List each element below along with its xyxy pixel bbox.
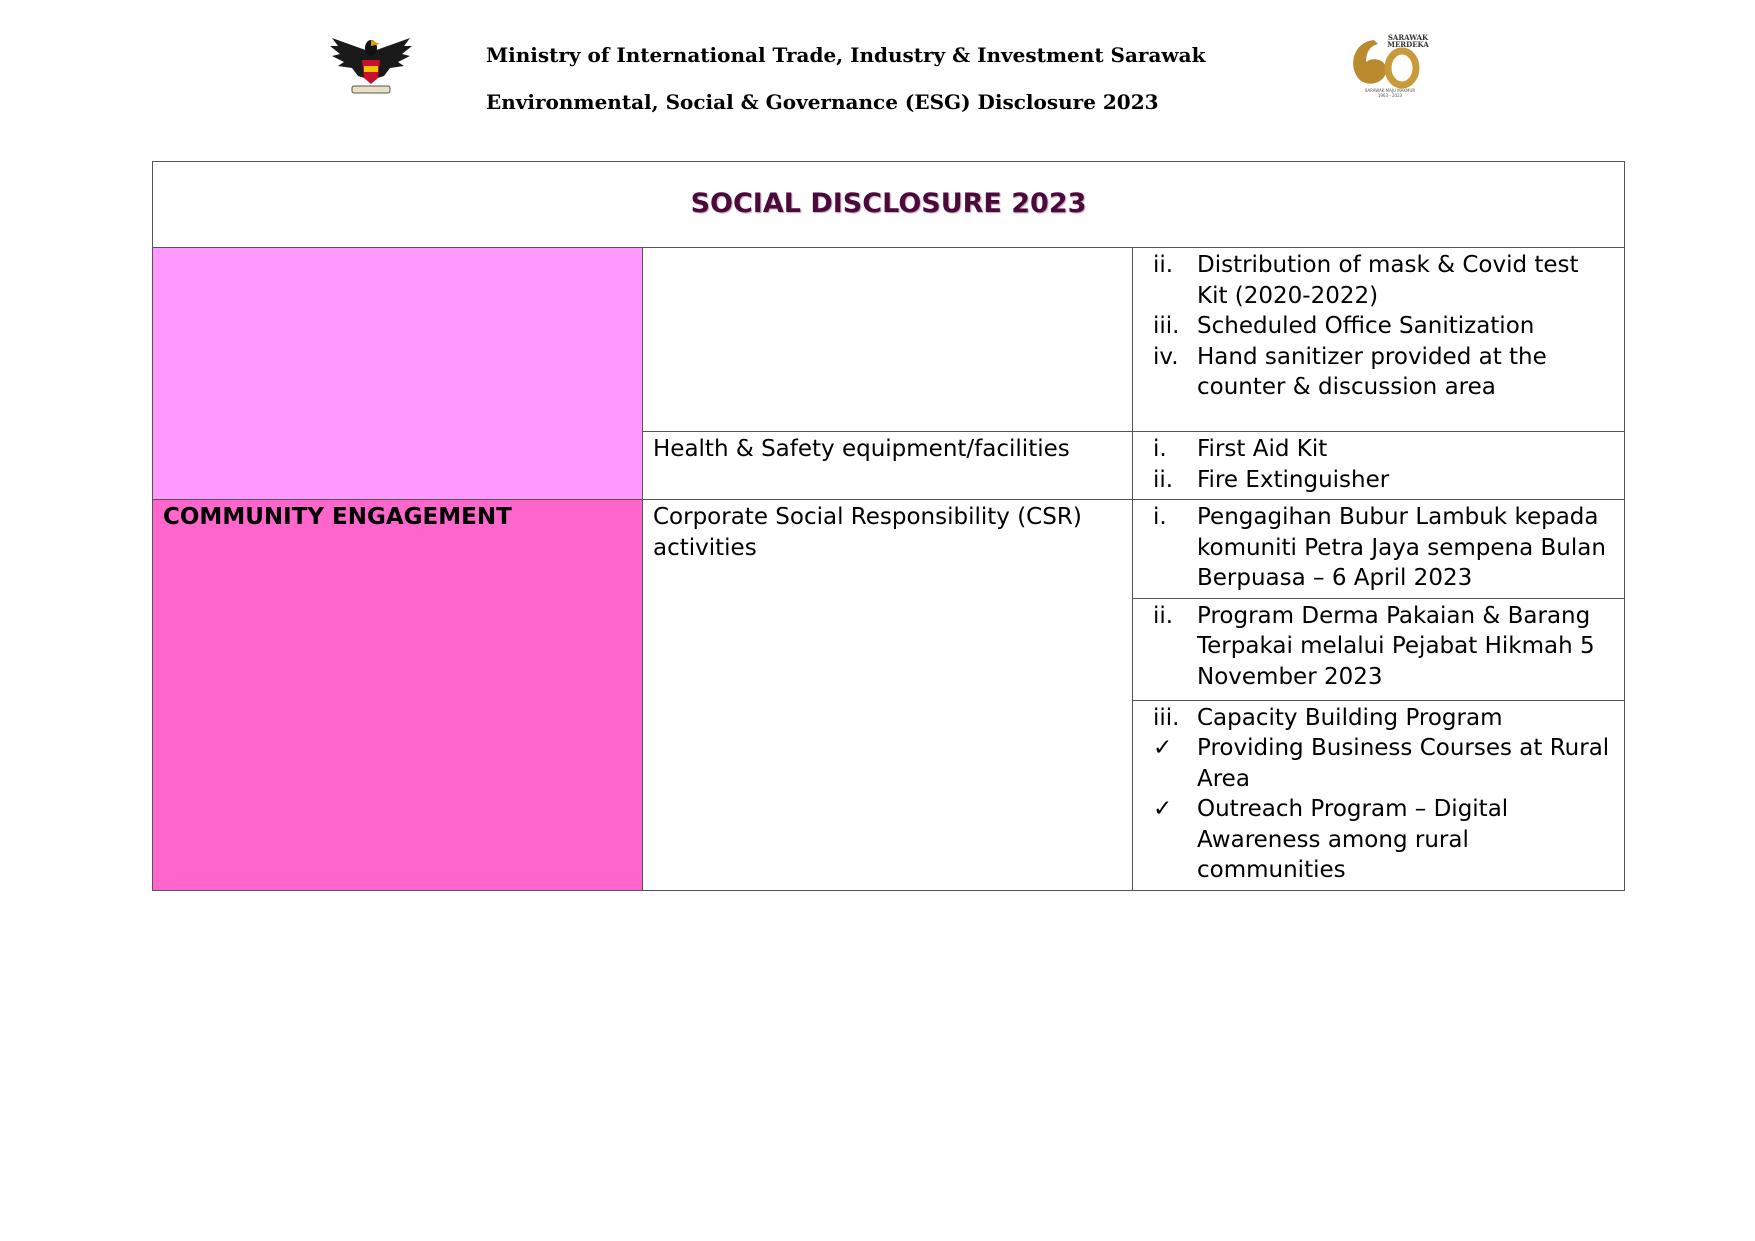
item-text: Scheduled Office Sanitization (1197, 313, 1535, 339)
item-text: Providing Business Courses at Rural Area (1197, 735, 1610, 792)
list-item (1153, 311, 1614, 342)
merdeka-years: 1963 - 2023 (1377, 93, 1403, 98)
sarawak-crest-icon (328, 32, 414, 96)
table-row (153, 500, 1625, 599)
item-text: Distribution of mask & Covid test Kit (2020-2022) (1197, 252, 1579, 309)
item-marker: iii. (1153, 313, 1180, 339)
check-icon: ✓ (1153, 796, 1173, 822)
topic-text: Health & Safety equipment/facilities (653, 436, 1070, 462)
list-item (1153, 733, 1614, 794)
check-icon: ✓ (1153, 735, 1173, 761)
table-title: SOCIAL DISCLOSURE 2023 (690, 187, 1087, 219)
list-item (1153, 601, 1614, 693)
items-cell (1133, 598, 1625, 700)
item-text: Fire Extinguisher (1197, 466, 1390, 493)
item-text: Pengagihan Bubur Lambuk kepada komuniti Petra Jaya sempena Bulan Berpuasa – 6 April 2023 (1197, 504, 1606, 591)
list-item (1153, 342, 1614, 403)
item-text: First Aid Kit (1197, 436, 1328, 462)
item-text: Program Derma Pakaian & Barang Terpakai melalui Pejabat Hikmah 5 November 2023 (1197, 602, 1595, 690)
item-marker: iii. (1153, 704, 1180, 731)
item-text: Capacity Building Program (1197, 704, 1503, 731)
ministry-name: Ministry of International Trade, Industry & Investment Sarawak (486, 43, 1206, 67)
topic-cell (643, 432, 1133, 500)
items-cell (1133, 500, 1625, 599)
item-text: Outreach Program – Digital Awareness among rural communities (1197, 796, 1509, 883)
topic-cell (643, 500, 1133, 891)
merdeka-sarawak-text: SARAWAK (1387, 33, 1429, 42)
item-marker: i. (1153, 504, 1167, 530)
list-item (1153, 703, 1614, 734)
list-item (1153, 502, 1614, 594)
title-cell (153, 162, 1625, 248)
list-item (1153, 465, 1614, 496)
item-marker: ii. (1153, 602, 1174, 629)
category-label: COMMUNITY ENGAGEMENT (163, 504, 512, 530)
items-cell (1133, 432, 1625, 500)
table-row (153, 248, 1625, 432)
item-marker: ii. (1153, 466, 1174, 493)
list-item (1153, 250, 1614, 311)
item-list (1133, 500, 1624, 598)
category-cell-community (153, 500, 643, 891)
items-cell (1133, 248, 1625, 432)
merdeka-text: MERDEKA (1387, 40, 1429, 49)
item-list (1133, 599, 1624, 697)
item-list (1133, 432, 1624, 499)
item-marker: iv. (1153, 343, 1179, 370)
item-list (1133, 248, 1624, 407)
item-marker: i. (1153, 436, 1167, 462)
merdeka-tagline: SARAWAK MAJU MAKMUR (1364, 88, 1416, 93)
list-item (1153, 434, 1614, 465)
item-text: Hand sanitizer provided at the counter & discussion area (1197, 343, 1547, 400)
category-cell-health (153, 248, 643, 500)
topic-cell-empty (643, 248, 1133, 432)
item-list (1133, 701, 1624, 890)
title-row (153, 162, 1625, 248)
list-item (1153, 794, 1614, 886)
item-marker: ii. (1153, 252, 1174, 278)
sarawak-merdeka-60-logo (1344, 32, 1436, 98)
report-title: Environmental, Social & Governance (ESG) Disclosure 2023 (486, 90, 1159, 114)
topic-text: Corporate Social Responsibility (CSR) activities (653, 504, 1082, 561)
social-disclosure-table (152, 161, 1625, 891)
items-cell (1133, 700, 1625, 890)
